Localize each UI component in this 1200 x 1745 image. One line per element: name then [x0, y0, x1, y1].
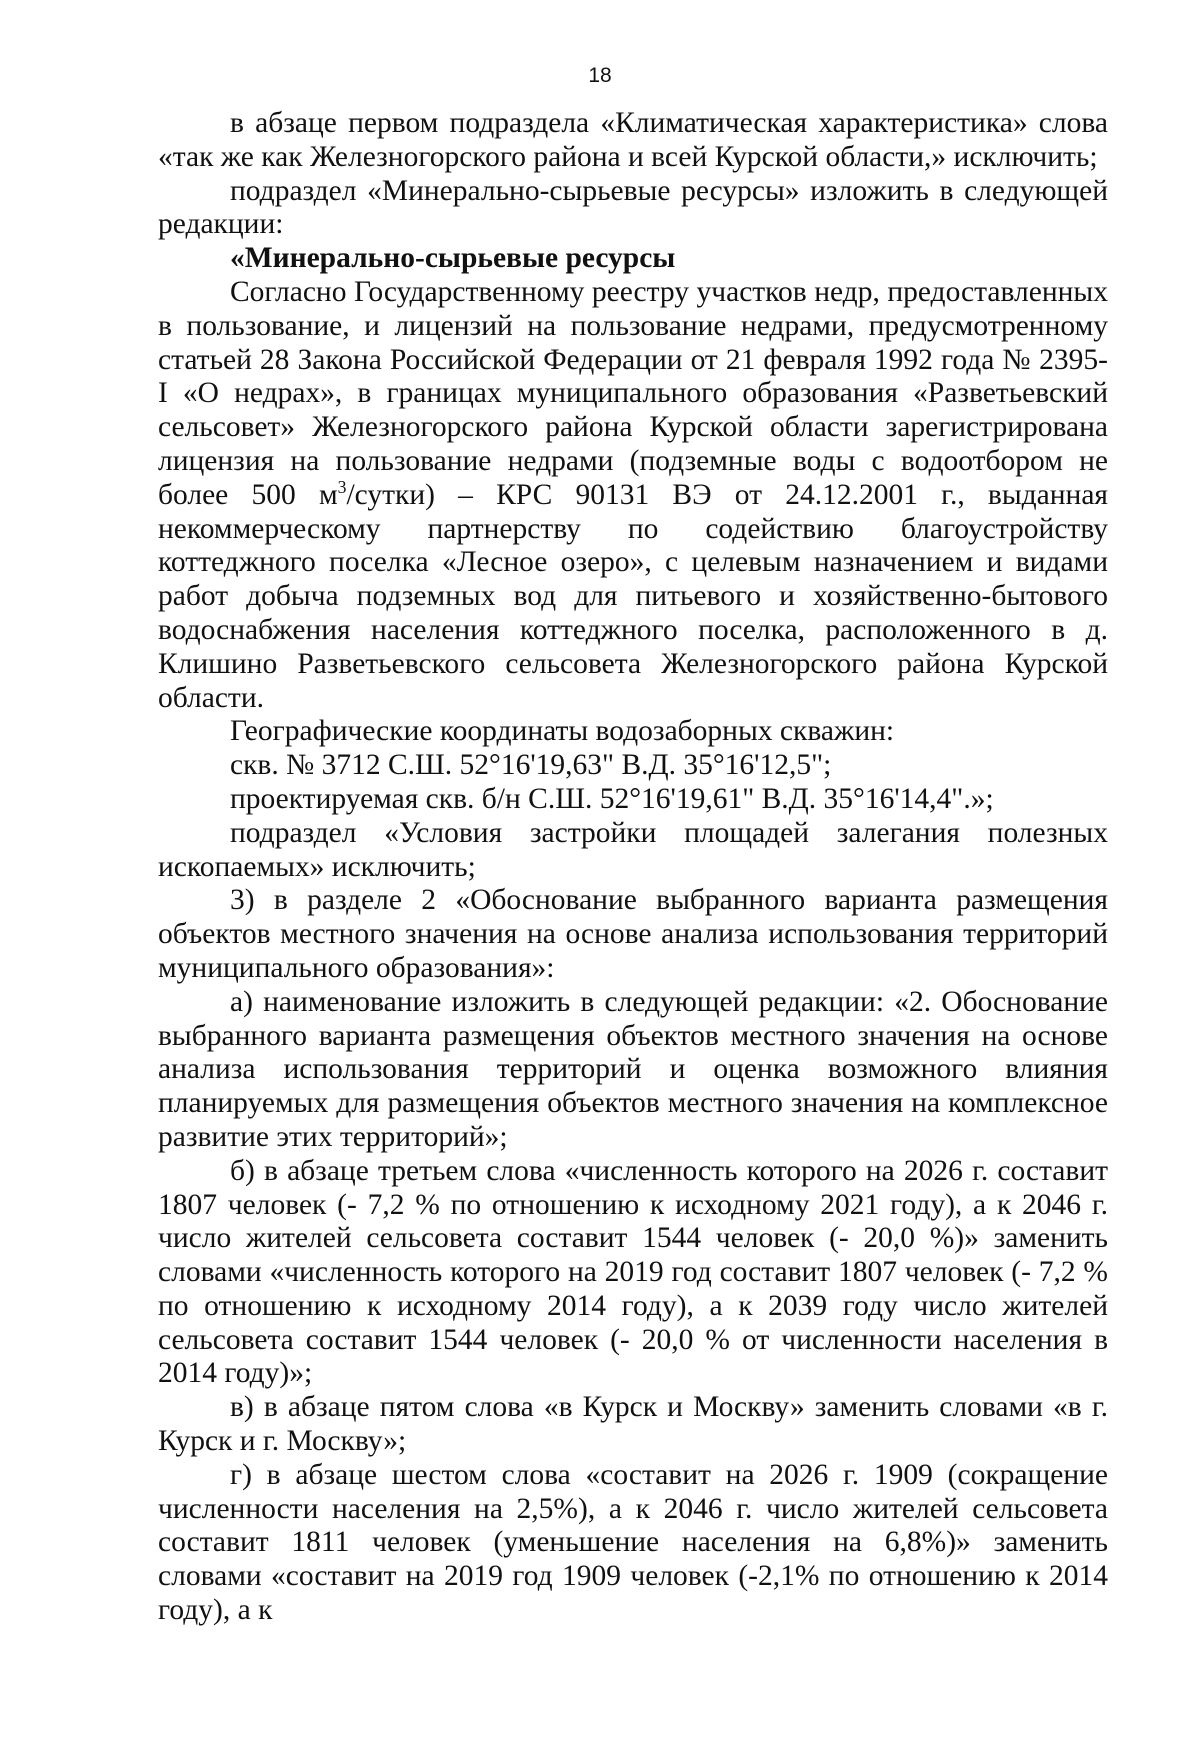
paragraph-item-g: г) в абзаце шестом слова «составит на 2026 г. 1909 (сокращение численности населения на 2,5%), а к 2046 г. число жителей сельсовета составит 1811 человек (уменьшение населения на 6,8%)» заменить словами «составит на 2019 год 1909 человек (-2,1% по отношению к 2014 году), а к: [158, 1458, 1108, 1627]
paragraph-coordinates-heading: Географические координаты водозаборных скважин:: [230, 715, 895, 748]
license-text-part-1: Согласно Государственному реестру участков недр, предоставленных в пользование, и лицензий на пользование недрами, предусмотренному статьей 28 Закона Российской Федерации от 21 февраля 1992 года № 2395-I «О недрах», в границах муниципального образования «Разветьевский сельсовет» Железногорского района Курской области зарегистрирована лицензия на пользование недрами (подземные воды с водоотбором не более 500 м: [158, 275, 1108, 511]
paragraph-projected-well: проектируемая скв. б/н С.Ш. 52°16'19,61" В.Д. 35°16'14,4".»;: [230, 782, 994, 815]
cubic-superscript: 3: [337, 476, 347, 497]
page-number: 18: [588, 64, 612, 87]
paragraph-item-b: б) в абзаце третьем слова «численность которого на 2026 г. составит 1807 человек (- 7,2 % по отношению к исходному 2021 году), а к 2046 г. число жителей сельсовета составит 1544 человек (- 20,0 %)» заменить словами «численность которого на 2019 год составит 1807 человек (- 7,2 % по отношению к исходному 2014 году), а к 2039 году число жителей сельсовета составит 1544 человек (- 20,0 % от численности населения в 2014 году)»;: [158, 1154, 1108, 1390]
paragraph-well-3712: скв. № 3712 С.Ш. 52°16'19,63" В.Д. 35°16'12,5";: [230, 749, 832, 782]
paragraph-item-v: в) в абзаце пятом слова «в Курск и Москву» заменить словами «в г. Курск и г. Москву»;: [158, 1391, 1108, 1458]
paragraph-item-a: а) наименование изложить в следующей редакции: «2. Обоснование выбранного варианта размещения объектов местного значения на основе анализа использования территорий и оценка возможного влияния планируемых для размещения объектов местного значения на комплексное развитие этих территорий»;: [158, 985, 1108, 1153]
license-text-part-2: /сутки) – КРС 90131 ВЭ от 24.12.2001 г., выданная некоммерческому партнерству по содействию благоустройству коттеджного поселка «Лесное озеро», с целевым назначением и видами работ добыча подземных вод для питьевого и хозяйственно-бытового водоснабжения населения коттеджного поселка, расположенного в д. Клишино Разветьевского сельсовета Железногорского района Курской области.: [158, 478, 1109, 714]
document-body: [158, 107, 1108, 1628]
subsection-heading-mineral-resources: «Минерально-сырьевые ресурсы: [230, 242, 676, 275]
paragraph-exclude-subsection: подраздел «Условия застройки площадей залегания полезных ископаемых» исключить;: [158, 816, 1108, 883]
paragraph-license-info: [158, 276, 1108, 715]
paragraph-mineral-subsection-intro: подраздел «Минерально-сырьевые ресурсы» изложить в следующей редакции:: [158, 174, 1108, 241]
paragraph-climate-amendment: в абзаце первом подраздела «Климатическая характеристика» слова «так же как Железногорского района и всей Курской области,» исключить;: [158, 107, 1108, 173]
paragraph-section-2: 3) в разделе 2 «Обоснование выбранного варианта размещения объектов местного значения на основе анализа использования территорий муниципального образования»:: [158, 884, 1108, 984]
